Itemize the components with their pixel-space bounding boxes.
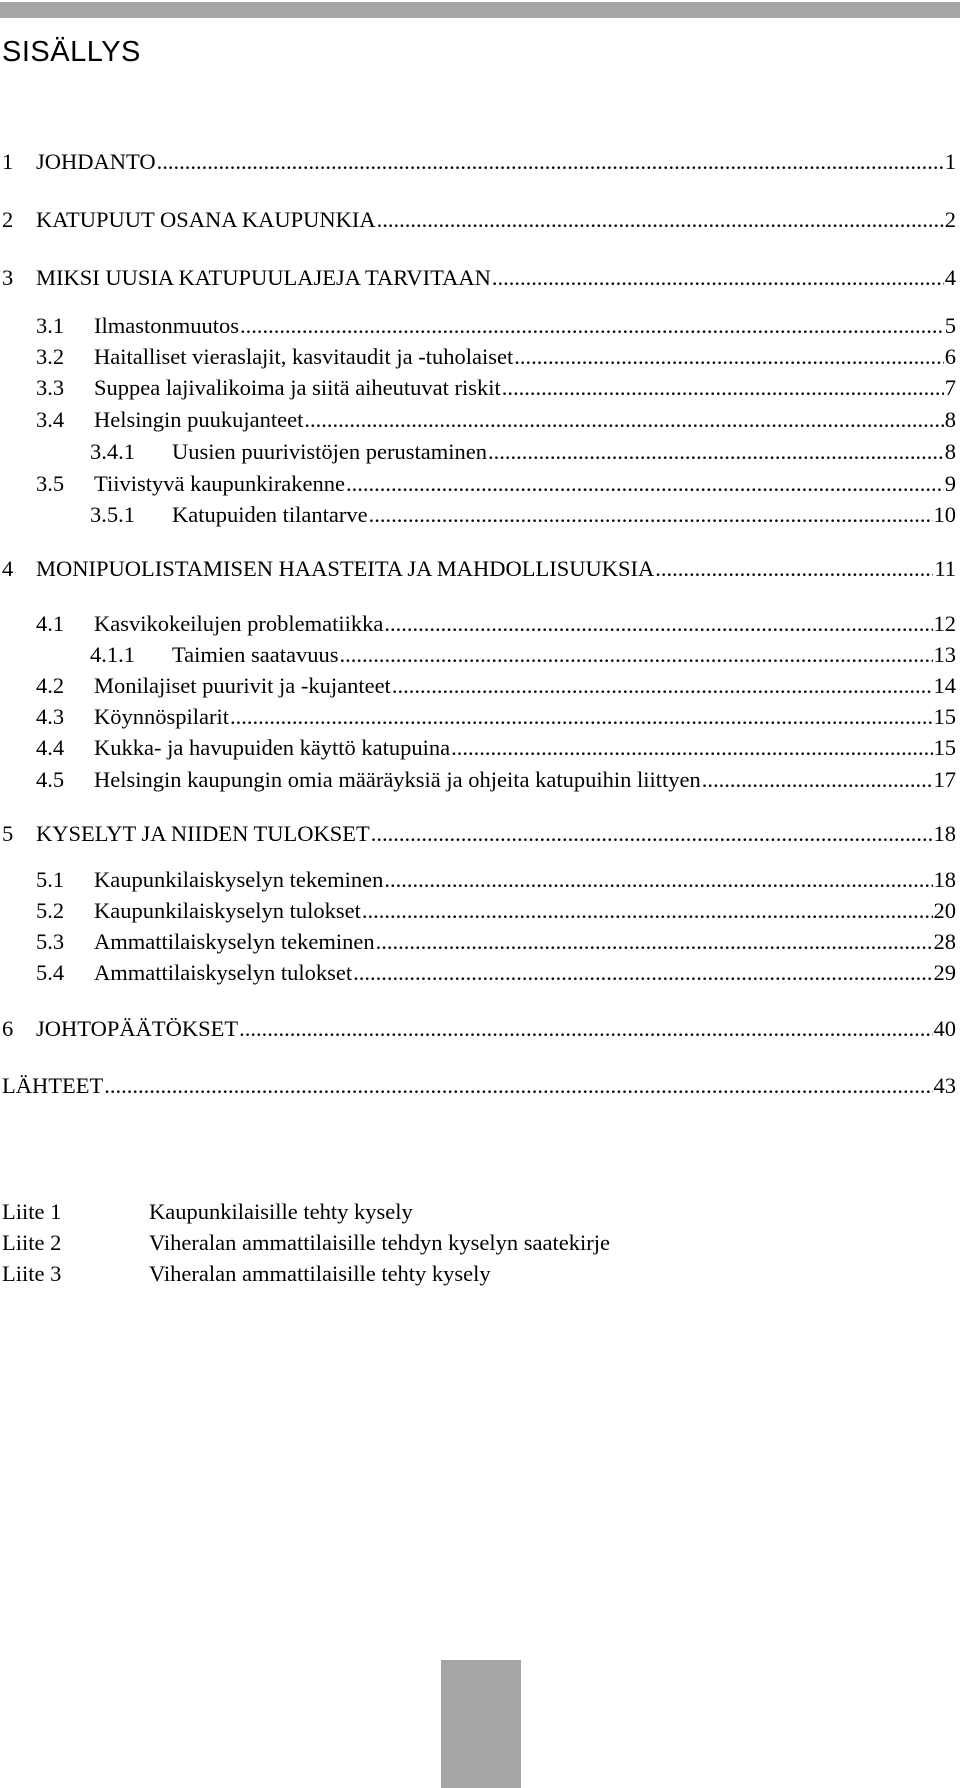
appendix-item (0, 1197, 956, 1227)
toc-entry (0, 500, 956, 530)
toc-entry-label: Uusien puurivistöjen perustaminen (172, 439, 487, 464)
dot-leader (488, 437, 944, 467)
toc-entry-label: MIKSI UUSIA KATUPUULAJEJA TARVITAAN (36, 265, 491, 290)
toc-entry-number: 2 (2, 207, 14, 232)
toc-entry-label: Kukka- ja havupuiden käyttö katupuina (94, 735, 451, 760)
toc-entry-page: 18 (933, 821, 956, 846)
toc-entry-label: JOHDANTO (36, 149, 156, 174)
toc-entry-label: Katupuiden tilantarve (172, 502, 368, 527)
toc-entry (0, 819, 956, 849)
toc-entry-label: Köynnöspilarit (94, 704, 229, 729)
page-title: SISÄLLYS (2, 36, 141, 68)
toc-entry-label: KYSELYT JA NIIDEN TULOKSET (36, 821, 370, 846)
toc-entry-page: 17 (933, 767, 956, 792)
toc-entry-page: 15 (933, 704, 956, 729)
dot-leader (384, 609, 932, 639)
toc-entry-label: Tiivistyvä kaupunkirakenne (94, 471, 346, 496)
toc-entry-label: Taimien saatavuus (172, 642, 339, 667)
toc-entry-page: 13 (933, 642, 956, 667)
appendix-title: Viheralan ammattilaisille tehdyn kyselyn saatekirje (149, 1230, 610, 1255)
toc-entry-page: 9 (944, 471, 956, 496)
toc-entry (0, 373, 956, 403)
toc-entry-page: 43 (933, 1073, 956, 1098)
toc-entry (0, 263, 956, 293)
dot-leader (369, 500, 933, 530)
toc-entry-page: 15 (933, 735, 956, 760)
toc-entry-number: 5.1 (36, 867, 65, 892)
dot-leader (655, 554, 933, 584)
toc-entry-number: 4.3 (36, 704, 65, 729)
toc-entry-number: 3.5.1 (90, 502, 135, 527)
dot-leader (451, 733, 932, 763)
dot-leader (702, 765, 933, 795)
toc-entry-page: 14 (933, 673, 956, 698)
appendix-name: Liite 2 (2, 1230, 62, 1255)
dot-leader (384, 865, 932, 895)
toc-entry-number: 6 (2, 1016, 14, 1041)
dot-leader (340, 640, 933, 670)
appendix-item (0, 1228, 956, 1258)
toc-entry-label: Kasvikokeilujen problematiikka (94, 611, 384, 636)
toc-entry (0, 896, 956, 926)
toc-entry-label: KATUPUUT OSANA KAUPUNKIA (36, 207, 376, 232)
toc-entry (0, 342, 956, 372)
toc-entry-number: 5.3 (36, 929, 65, 954)
toc-entry (0, 205, 956, 235)
toc-entry-page: 4 (944, 265, 956, 290)
toc-entry-page: 20 (933, 898, 956, 923)
toc-entry (0, 702, 956, 732)
dot-leader (346, 469, 944, 499)
top-header-bar (0, 2, 960, 18)
toc-entry (0, 1071, 956, 1101)
dot-leader (353, 958, 932, 988)
dot-leader (502, 373, 944, 403)
toc-entry (0, 640, 956, 670)
dot-leader (362, 896, 933, 926)
toc-entry-label: Ilmastonmuutos (94, 313, 239, 338)
toc-entry-label: Ammattilaiskyselyn tekeminen (94, 929, 375, 954)
toc-entry-page: 29 (933, 960, 956, 985)
toc-entry (0, 437, 956, 467)
toc-entry (0, 609, 956, 639)
toc-entry-number: 4 (2, 556, 14, 581)
toc-entry-number: 3 (2, 265, 14, 290)
toc-entry (0, 765, 956, 795)
toc-entry (0, 554, 956, 584)
dot-leader (514, 342, 943, 372)
toc-entry-page: 8 (944, 439, 956, 464)
toc-entry-page: 11 (934, 556, 956, 581)
toc-entry (0, 311, 956, 341)
dot-leader (392, 671, 933, 701)
toc-entry-label: JOHTOPÄÄTÖKSET (36, 1016, 239, 1041)
toc-entry-number: 1 (2, 149, 14, 174)
toc-entry-number: 3.2 (36, 344, 65, 369)
toc-entry (0, 927, 956, 957)
toc-entry-label: Ammattilaiskyselyn tulokset (94, 960, 353, 985)
dot-leader (230, 702, 933, 732)
toc-entry-label: Helsingin puukujanteet (94, 407, 304, 432)
toc-entry-number: 3.5 (36, 471, 65, 496)
toc-entry (0, 865, 956, 895)
toc-entry (0, 958, 956, 988)
dot-leader (377, 205, 944, 235)
toc-entry-label: LÄHTEET (2, 1073, 104, 1098)
toc-entry-number: 4.5 (36, 767, 65, 792)
toc-entry-page: 12 (933, 611, 956, 636)
dot-leader (240, 311, 944, 341)
toc-entry-page: 40 (933, 1016, 956, 1041)
toc-entry (0, 405, 956, 435)
toc-entry-label: Kaupunkilaiskyselyn tulokset (94, 898, 361, 923)
dot-leader (304, 405, 943, 435)
toc-entry-page: 28 (933, 929, 956, 954)
toc-entry-number: 3.1 (36, 313, 65, 338)
dot-leader (104, 1071, 932, 1101)
dot-leader (239, 1014, 932, 1044)
toc-entry-number: 4.1.1 (90, 642, 135, 667)
toc-entry-number: 3.4 (36, 407, 65, 432)
dot-leader (371, 819, 933, 849)
dot-leader (492, 263, 944, 293)
toc-entry-number: 3.3 (36, 375, 65, 400)
toc-entry-label: Monilajiset puurivit ja -kujanteet (94, 673, 391, 698)
toc-entry-number: 4.2 (36, 673, 65, 698)
dot-leader (157, 147, 944, 177)
toc-entry (0, 733, 956, 763)
toc-entry-label: Helsingin kaupungin omia määräyksiä ja ohjeita katupuihin liittyen (94, 767, 701, 792)
page-number-block (441, 1660, 521, 1788)
toc-entry-page: 2 (944, 207, 956, 232)
toc-entry-page: 7 (944, 375, 956, 400)
toc-entry-page: 18 (933, 867, 956, 892)
toc-entry (0, 1014, 956, 1044)
toc-entry (0, 671, 956, 701)
toc-entry-number: 5 (2, 821, 14, 846)
dot-leader (376, 927, 933, 957)
toc-entry-number: 5.4 (36, 960, 65, 985)
toc-entry (0, 469, 956, 499)
toc-entry-label: MONIPUOLISTAMISEN HAASTEITA JA MAHDOLLISUUKSIA (36, 556, 655, 581)
toc-entry (0, 147, 956, 177)
toc-entry-label: Haitalliset vieraslajit, kasvitaudit ja -tuholaiset (94, 344, 514, 369)
toc-entry-number: 3.4.1 (90, 439, 135, 464)
toc-entry-page: 5 (944, 313, 956, 338)
appendix-title: Kaupunkilaisille tehty kysely (149, 1199, 413, 1224)
toc-entry-page: 1 (944, 149, 956, 174)
appendix-name: Liite 3 (2, 1261, 62, 1286)
toc-entry-page: 6 (944, 344, 956, 369)
toc-entry-number: 4.1 (36, 611, 65, 636)
toc-entry-number: 4.4 (36, 735, 65, 760)
appendix-name: Liite 1 (2, 1199, 62, 1224)
toc-entry-page: 10 (933, 502, 956, 527)
toc-entry-page: 8 (944, 407, 956, 432)
appendix-title: Viheralan ammattilaisille tehty kysely (149, 1261, 491, 1286)
toc-entry-label: Suppea lajivalikoima ja siitä aiheutuvat riskit (94, 375, 501, 400)
appendix-item (0, 1259, 956, 1289)
toc-entry-label: Kaupunkilaiskyselyn tekeminen (94, 867, 384, 892)
toc-entry-number: 5.2 (36, 898, 65, 923)
